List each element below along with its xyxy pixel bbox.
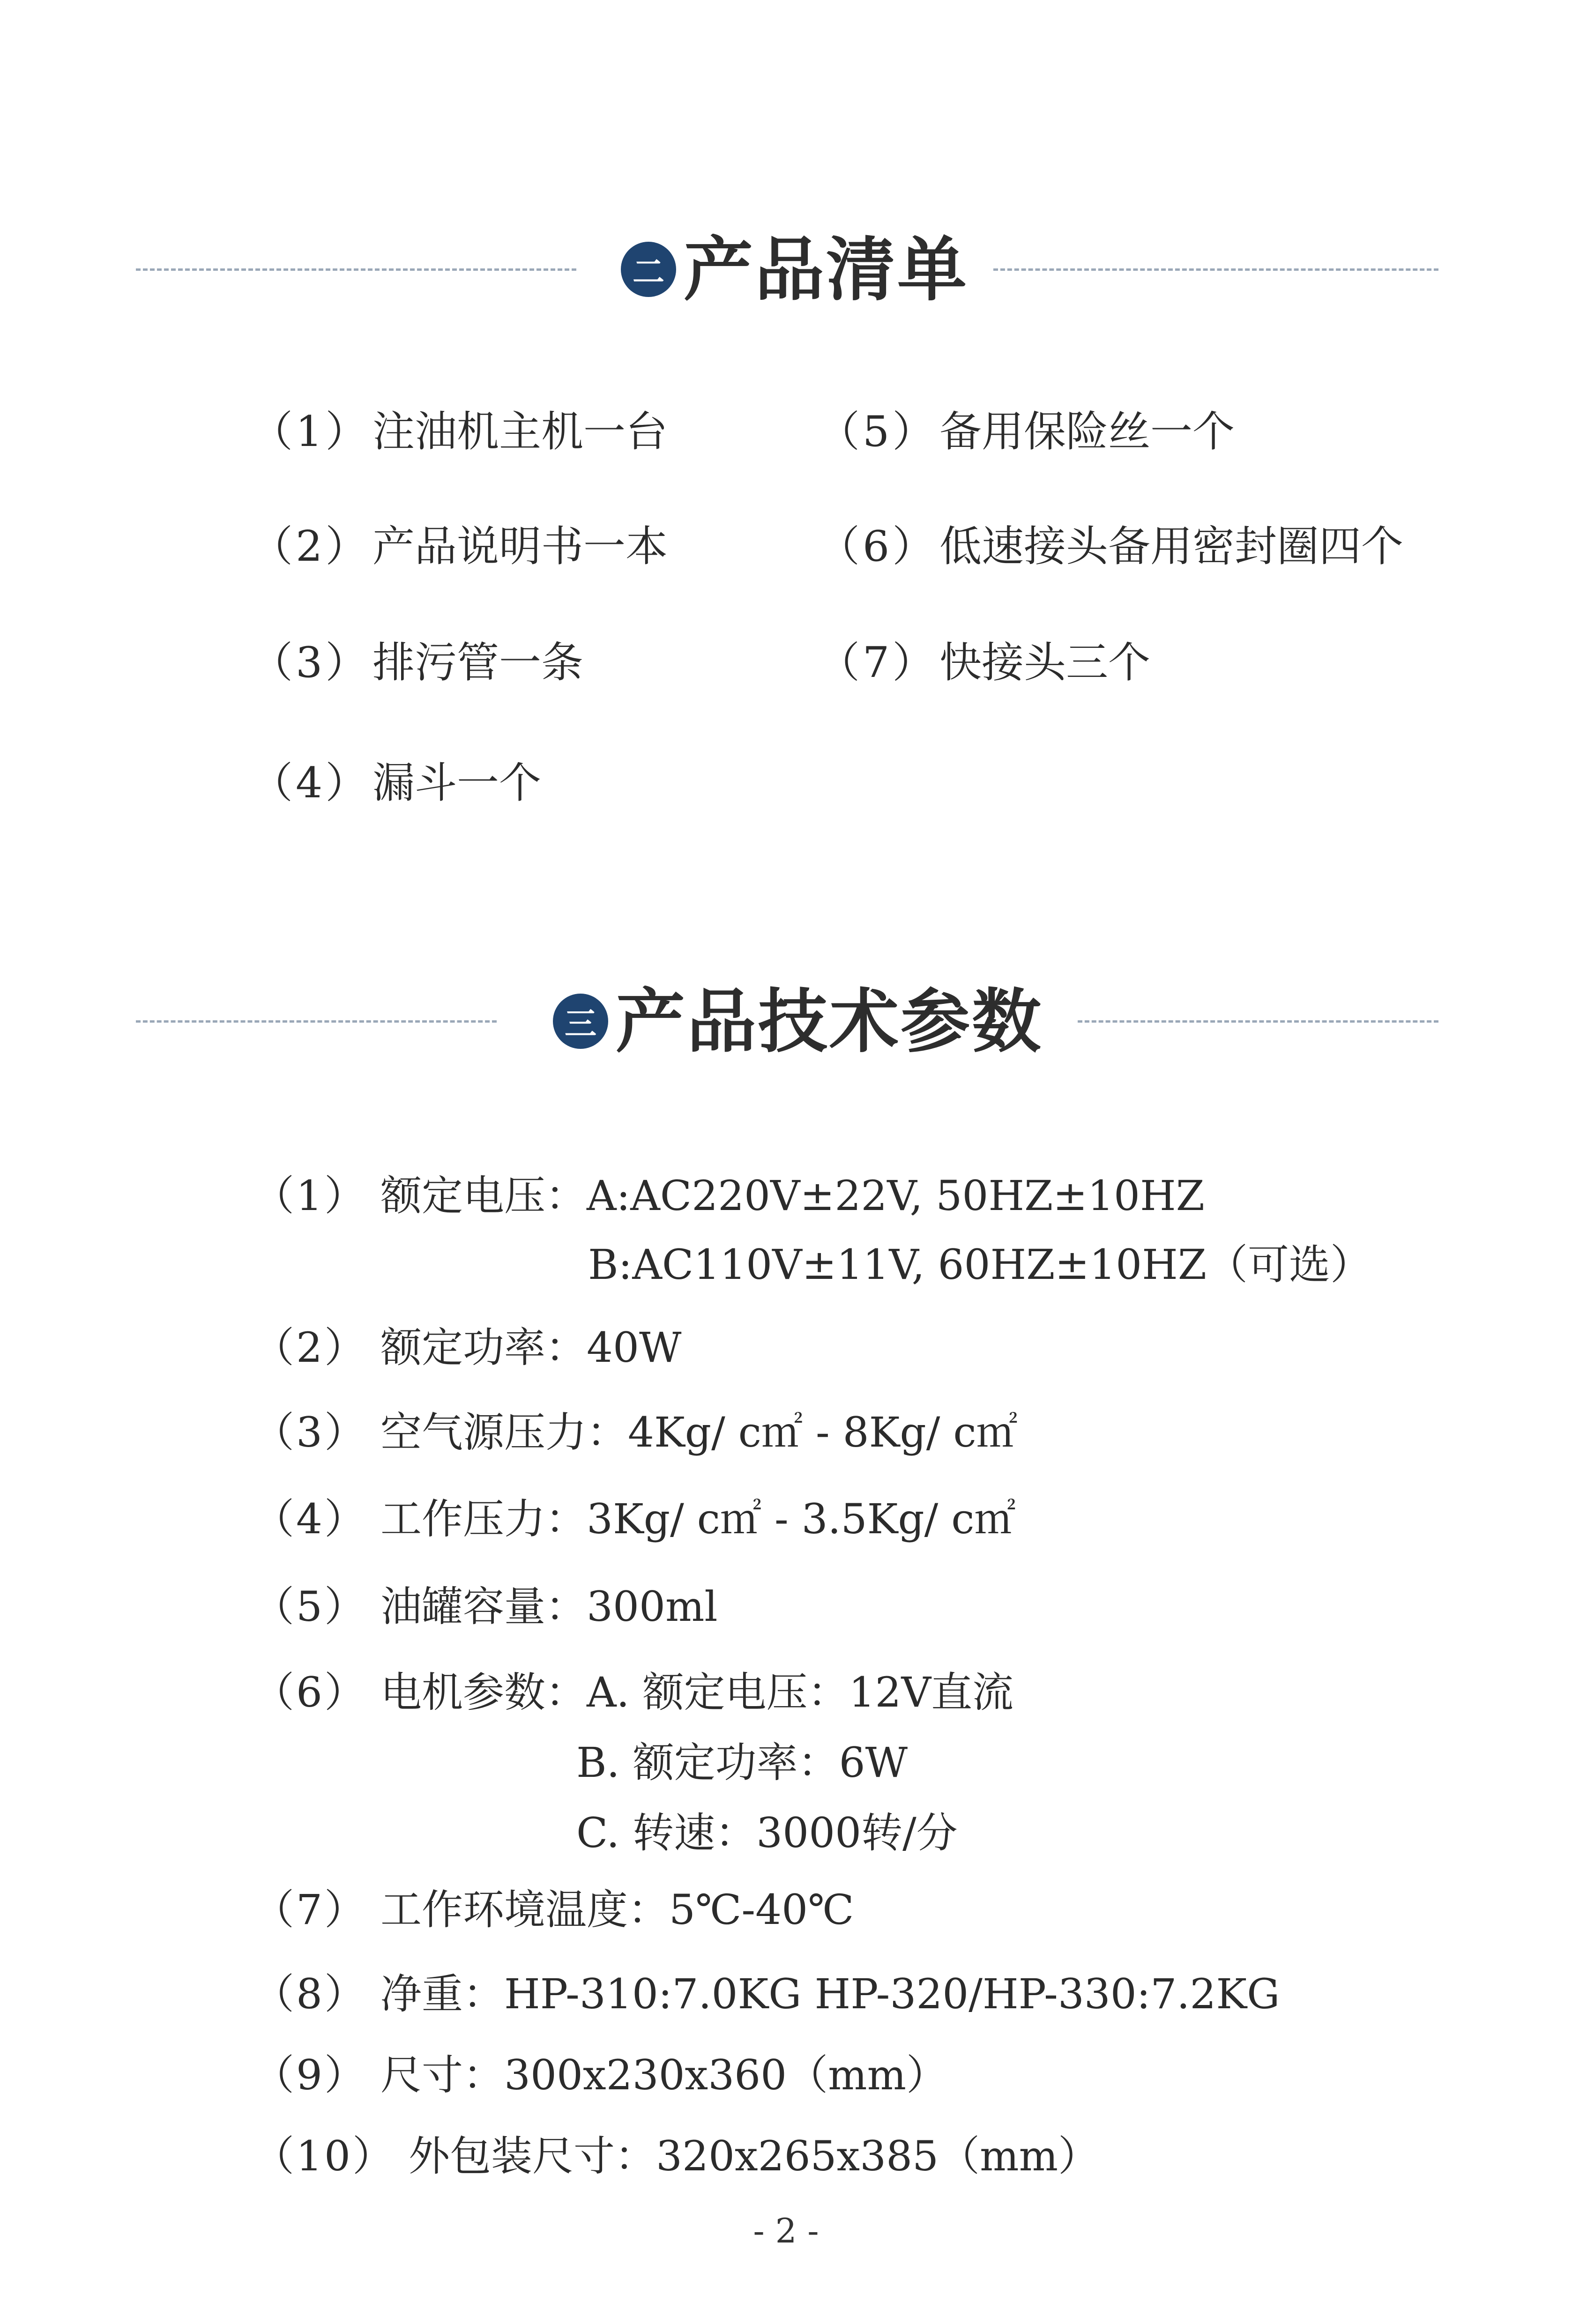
page-number: - 2 - (753, 2211, 819, 2250)
spec-text: 工作环境温度：5℃-40℃ (380, 1886, 854, 1934)
spec-index: （5） (253, 1582, 367, 1631)
spec-continuation: B:AC110V±11V, 60HZ±10HZ（可选） (588, 1240, 1372, 1289)
list-item-text: 漏斗一个 (373, 758, 541, 808)
spec-index: （9） (253, 2051, 367, 2099)
left-dash-divider (136, 1020, 497, 1023)
spec-row (253, 1581, 718, 1633)
spec-text: 油罐容量：300ml (380, 1582, 718, 1631)
spec-row (253, 1170, 1205, 1222)
spec-text: 工作压力：3Kg/ c㎡ - 3.5Kg/ c㎡ (380, 1495, 1016, 1543)
list-item-index: （4） (251, 758, 371, 808)
list-item-index: （2） (251, 522, 371, 571)
spec-continuation: C. 转速：3000转/分 (576, 1809, 958, 1857)
spec-text: 尺寸：300x230x360（mm） (380, 2051, 948, 2099)
spec-index: （4） (253, 1495, 367, 1543)
right-dash-divider (1078, 1020, 1438, 1023)
spec-index: （10） (253, 2132, 395, 2180)
list-item-text: 排污管一条 (373, 638, 583, 687)
section-2-header (0, 223, 1572, 316)
spec-text: 额定电压：A:AC220V±22V, 50HZ±10HZ (380, 1172, 1205, 1220)
spec-index: （8） (253, 1970, 367, 2018)
section-2-heading (621, 223, 969, 316)
list-item-text: 低速接头备用密封圈四个 (939, 522, 1403, 571)
list-item-text: 产品说明书一本 (373, 522, 668, 571)
list-item (251, 637, 583, 689)
spec-index: （3） (253, 1408, 367, 1456)
left-dash-divider (136, 268, 576, 271)
list-item (818, 637, 1150, 689)
list-item (251, 757, 541, 809)
spec-row (253, 1493, 1016, 1545)
spec-row (253, 2131, 1099, 2182)
spec-index: （7） (253, 1886, 367, 1934)
spec-row (253, 1322, 681, 1374)
list-item-index: （7） (818, 638, 938, 687)
spec-continuation: B. 额定功率：6W (576, 1738, 908, 1787)
list-item-text: 快接头三个 (939, 638, 1150, 687)
list-item-index: （1） (251, 407, 371, 456)
section-number-badge: 二 (621, 242, 676, 297)
spec-index: （6） (253, 1668, 367, 1716)
spec-index: （1） (253, 1172, 367, 1220)
section-3-header (0, 974, 1572, 1068)
spec-text: 空气源压力：4Kg/ c㎡ - 8Kg/ c㎡ (380, 1408, 1018, 1456)
list-item (251, 406, 668, 458)
list-item (251, 521, 668, 572)
spec-text: 净重：HP-310:7.0KG HP-320/HP-330:7.2KG (380, 1970, 1280, 2018)
list-item-index: （5） (818, 407, 938, 456)
spec-row (253, 1884, 854, 1936)
list-item-index: （6） (818, 522, 938, 571)
list-item (818, 521, 1403, 572)
spec-text: 外包装尺寸：320x265x385（mm） (408, 2132, 1100, 2180)
list-item-text: 注油机主机一台 (373, 407, 668, 456)
list-item-text: 备用保险丝一个 (939, 407, 1235, 456)
spec-text: 额定功率：40W (380, 1323, 682, 1372)
section-3-heading (553, 974, 1043, 1068)
spec-row (253, 1407, 1018, 1458)
right-dash-divider (993, 268, 1438, 271)
spec-index: （2） (253, 1323, 367, 1372)
spec-row (253, 1667, 1013, 1718)
spec-row (253, 2049, 947, 2101)
spec-row (253, 1968, 1280, 2020)
section-title: 产品清单 (684, 229, 969, 310)
list-item (818, 406, 1235, 458)
list-item-index: （3） (251, 638, 371, 687)
spec-text: 电机参数：A. 额定电压：12V直流 (380, 1668, 1014, 1716)
section-number-badge: 三 (553, 994, 608, 1049)
section-title: 产品技术参数 (616, 980, 1043, 1062)
